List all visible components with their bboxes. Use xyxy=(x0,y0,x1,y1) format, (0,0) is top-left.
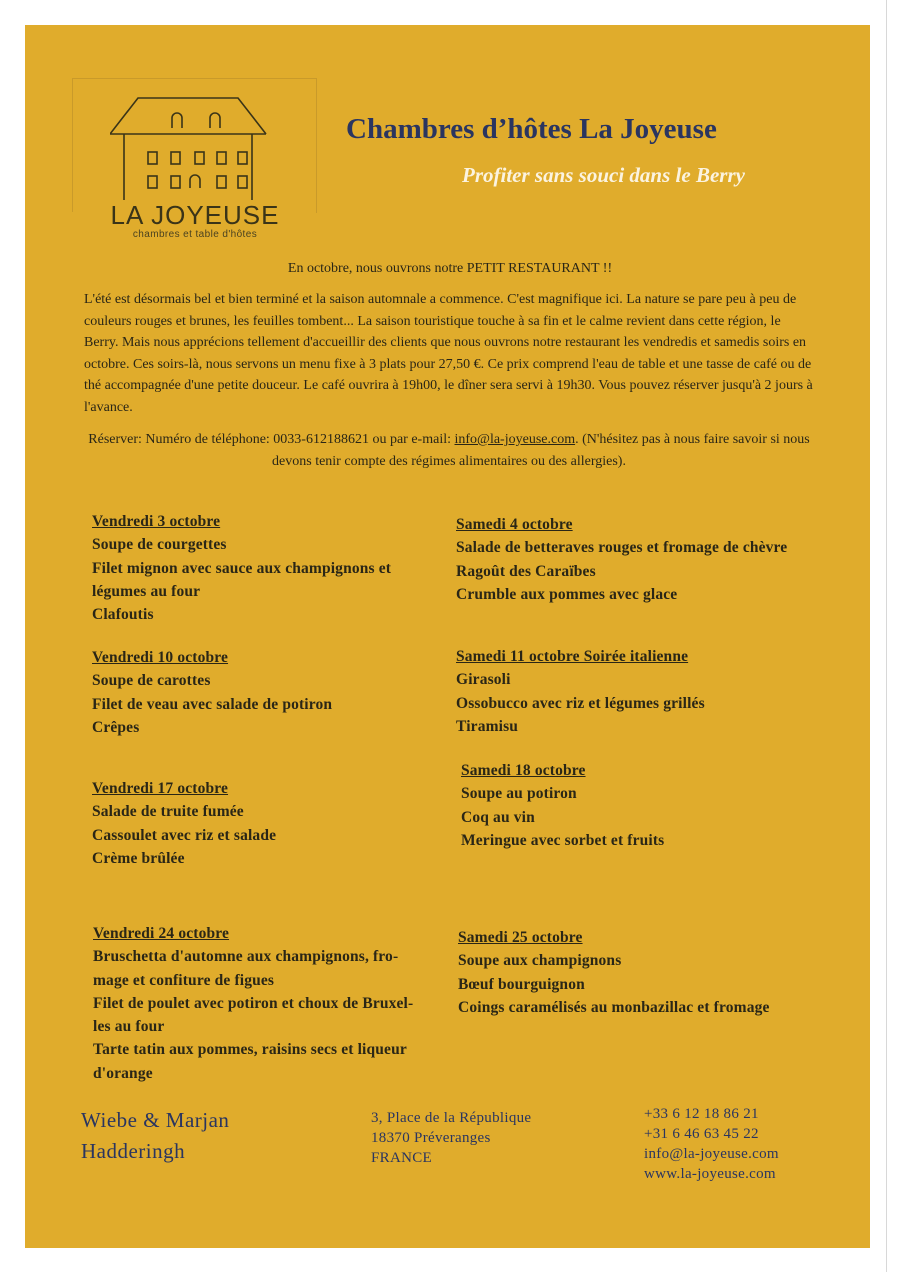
menu-dish: Tarte tatin aux pommes, raisins secs et liqueur xyxy=(93,1041,407,1059)
phone-number[interactable]: +33 6 12 18 86 21 xyxy=(644,1106,759,1122)
menu-dish: Crème brûlée xyxy=(92,849,185,867)
footer-contact xyxy=(644,1104,779,1184)
menu-day-title: Samedi 4 octobre xyxy=(456,516,573,533)
menu-day-title: Vendredi 3 octobre xyxy=(92,513,221,530)
menu-day-title: Vendredi 10 octobre xyxy=(92,649,229,666)
menu-block-vendredi-10 xyxy=(92,646,332,739)
menu-dish: Bruschetta d'automne aux champignons, fro- xyxy=(93,948,399,966)
reservation-before: Réserver: Numéro de téléphone: 0033-612188621 ou par e-mail: xyxy=(88,432,455,447)
footer-hosts xyxy=(81,1105,229,1167)
menu-block-vendredi-17 xyxy=(92,777,276,870)
house-logo-icon xyxy=(110,90,270,202)
address-line: 18370 Préveranges xyxy=(371,1130,491,1146)
footer-address xyxy=(371,1108,531,1168)
menu-dish: Tiramisu xyxy=(456,717,519,735)
page-subtitle: Profiter sans souci dans le Berry xyxy=(462,163,745,187)
reservation-text xyxy=(84,429,814,472)
menu-dish: Soupe aux champignons xyxy=(458,952,622,970)
reservation-email-link[interactable]: info@la-joyeuse.com xyxy=(454,432,576,447)
menu-dish: les au four xyxy=(93,1018,165,1036)
menu-dish: Salade de truite fumée xyxy=(92,803,244,821)
menu-block-vendredi-24 xyxy=(93,922,413,1085)
menu-dish: Meringue avec sorbet et fruits xyxy=(461,831,665,849)
logo-name: LA JOYEUSE xyxy=(110,200,280,230)
menu-dish: Filet de poulet avec potiron et choux de Bruxel- xyxy=(93,994,414,1012)
host-name-line: Wiebe & Marjan xyxy=(81,1108,230,1132)
intro-paragraph: L'été est désormais bel et bien terminé et la saison automnale a commence. C'est magnifique ici. La nature se pare peu à peu de couleurs rouges et brunes, les feuilles tombent... La saison touristique touche à sa fin et le calme revient dans cette région, le Berry. Mais nous apprécions tellement d'accueillir des clients que nous ouvrons notre restaurant les vendredis et samedis soirs en octobre. Ces soirs-là, nous servons un menu fixe à 3 plats pour 27,50 €. Ce prix comprend l'eau de table et une tasse de café ou de thé accompagnée d'une petite douceur. Le café ouvrira à 19h00, le dîner sera servi à 19h30. Vous pouvez réserver jusqu'à 2 jours à l'avance. xyxy=(84,292,813,415)
menu-day-title: Samedi 11 octobre Soirée italienne xyxy=(456,648,689,665)
menu-dish: d'orange xyxy=(93,1064,153,1082)
menu-day-title: Samedi 25 octobre xyxy=(458,929,583,946)
menu-block-samedi-4 xyxy=(456,513,787,606)
phone-number[interactable]: +31 6 46 63 45 22 xyxy=(644,1126,759,1142)
intro-headline: En octobre, nous ouvrons notre PETIT RESTAURANT !! xyxy=(287,261,613,276)
menu-dish: Soupe de courgettes xyxy=(92,536,227,554)
host-name-line: Hadderingh xyxy=(81,1139,186,1163)
page-title: Chambres d’hôtes La Joyeuse xyxy=(346,113,717,145)
menu-dish: Coq au vin xyxy=(461,808,535,826)
menu-day-title: Vendredi 17 octobre xyxy=(92,780,229,797)
website-url[interactable]: www.la-joyeuse.com xyxy=(644,1166,776,1182)
menu-dish: Coings caramélisés au monbazillac et fromage xyxy=(458,998,770,1016)
menu-dish: Soupe au potiron xyxy=(461,785,577,803)
menu-dish: Ossobucco avec riz et légumes grillés xyxy=(456,694,705,712)
menu-block-samedi-18 xyxy=(461,759,664,852)
menu-day-title: Samedi 18 octobre xyxy=(461,762,586,779)
scan-edge-line xyxy=(886,0,887,1272)
menu-dish: Filet mignon avec sauce aux champignons et xyxy=(92,559,392,577)
menu-dish: Ragoût des Caraïbes xyxy=(456,562,596,580)
menu-dish: Crumble aux pommes avec glace xyxy=(456,585,678,603)
reservation-after: . (N'hésitez pas à nous faire savoir si nous devons tenir compte des régimes alimentaires ou des allergies). xyxy=(272,432,810,469)
address-line: 3, Place de la République xyxy=(371,1110,532,1126)
email-address[interactable]: info@la-joyeuse.com xyxy=(644,1146,779,1162)
logo-subtitle: chambres et table d'hôtes xyxy=(132,229,258,240)
menu-dish: Filet de veau avec salade de potiron xyxy=(92,695,333,713)
menu-dish: Girasoli xyxy=(456,671,511,689)
menu-dish: Soupe de carottes xyxy=(92,672,211,690)
menu-block-samedi-11 xyxy=(456,645,705,738)
menu-dish: Salade de betteraves rouges et fromage de chèvre xyxy=(456,539,788,557)
menu-block-vendredi-3 xyxy=(92,510,391,626)
logo-frame-left xyxy=(72,78,73,212)
address-line: FRANCE xyxy=(371,1150,432,1166)
menu-dish: mage et confiture de figues xyxy=(93,971,275,989)
menu-dish: Clafoutis xyxy=(92,606,154,624)
menu-block-samedi-25 xyxy=(458,926,770,1019)
menu-day-title: Vendredi 24 octobre xyxy=(93,925,230,942)
menu-dish: Bœuf bourguignon xyxy=(458,975,585,993)
menu-dish: Cassoulet avec riz et salade xyxy=(92,826,277,844)
menu-dish: Crêpes xyxy=(92,718,140,736)
menu-dish: légumes au four xyxy=(92,582,201,600)
